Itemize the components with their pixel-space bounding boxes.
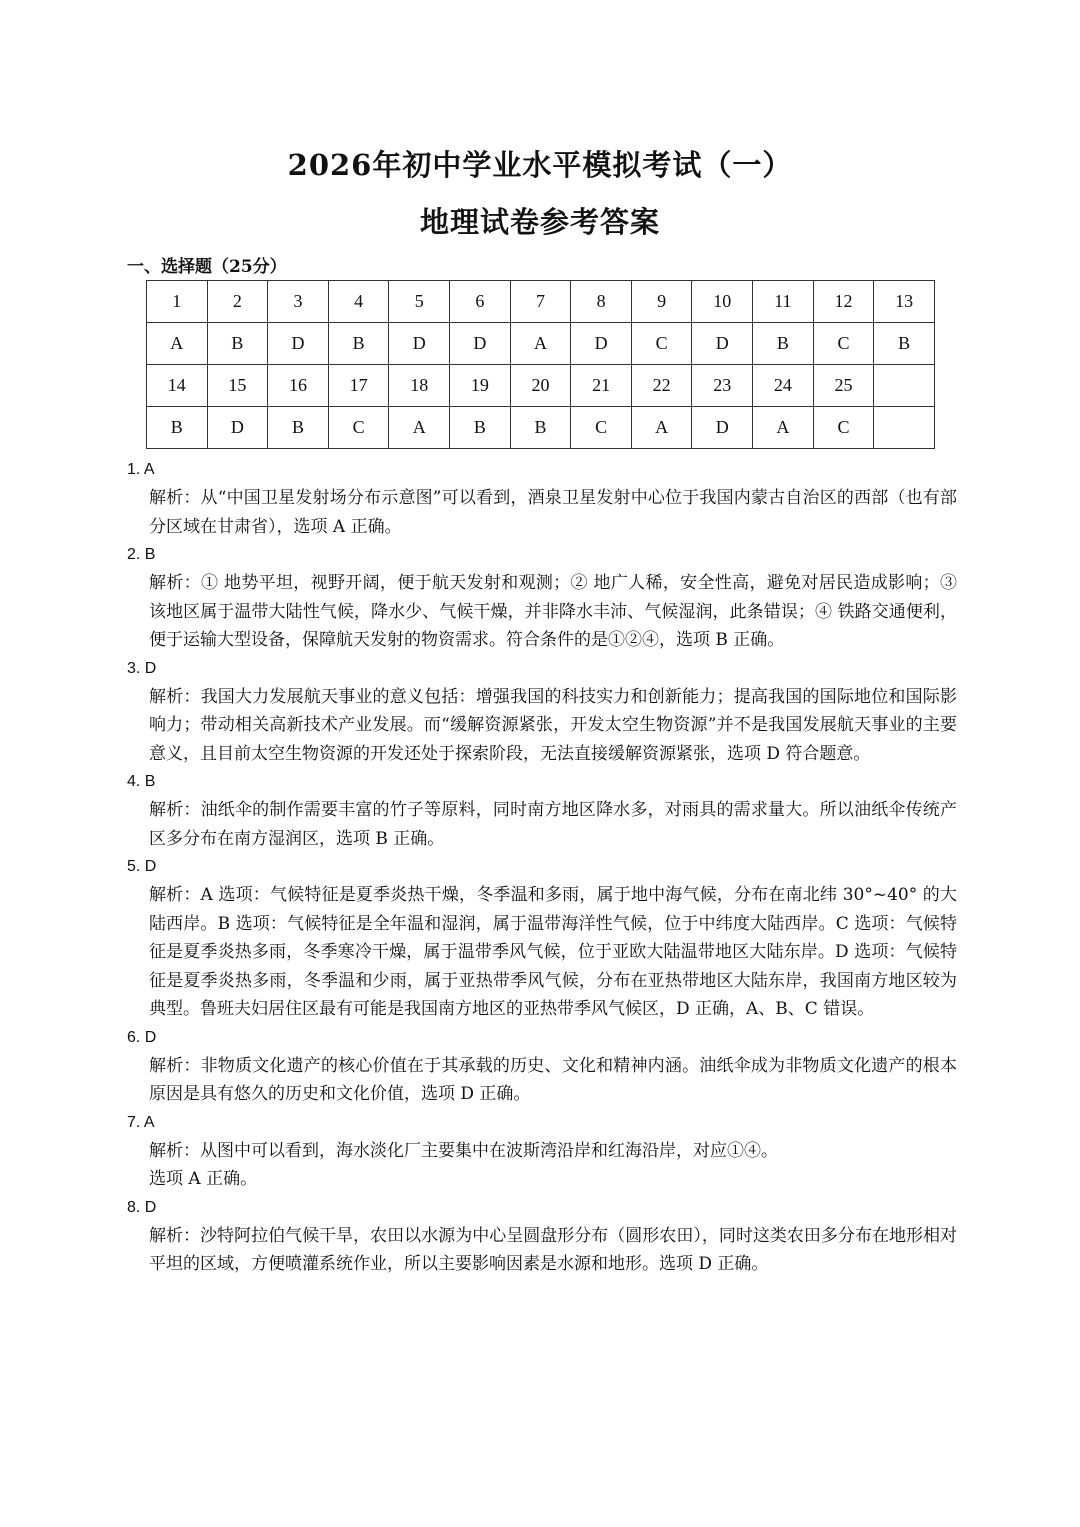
answer-cell: C <box>631 323 692 365</box>
question-answer-label: 7. A <box>127 1113 155 1131</box>
answer-cell: B <box>328 323 389 365</box>
question-number-cell: 9 <box>631 281 692 323</box>
answer-cell: B <box>147 407 208 449</box>
question-number-cell: 10 <box>692 281 753 323</box>
question-number-cell: 23 <box>692 365 753 407</box>
answer-cell: B <box>207 323 268 365</box>
answer-cell: D <box>207 407 268 449</box>
question-explanation: 解析：从“中国卫星发射场分布示意图”可以看到，酒泉卫星发射中心位于我国内蒙古自治区的西部（也有部分区域在甘肃省），选项 A 正确。 <box>149 488 957 537</box>
answer-cell: B <box>268 407 329 449</box>
question-number-cell: 12 <box>813 281 874 323</box>
question-number-cell: 8 <box>571 281 632 323</box>
question-number-cell: 13 <box>874 281 935 323</box>
answer-cell: D <box>389 323 450 365</box>
question-number-cell: 3 <box>268 281 329 323</box>
answer-cell: C <box>328 407 389 449</box>
question-item <box>127 1024 957 1109</box>
answer-cell: A <box>753 407 814 449</box>
answer-row <box>147 407 935 449</box>
question-number-cell: 7 <box>510 281 571 323</box>
question-explanation: 解析：沙特阿拉伯气候干旱，农田以水源为中心呈圆盘形分布（圆形农田），同时这类农田多分布在地形相对平坦的区域，方便喷灌系统作业，所以主要影响因素是水源和地形。选项 D 正确。 <box>149 1225 957 1274</box>
question-number-cell: 19 <box>450 365 511 407</box>
question-number-cell <box>874 365 935 407</box>
question-number-cell: 16 <box>268 365 329 407</box>
answer-cell: B <box>753 323 814 365</box>
question-explanation: 解析：① 地势平坦，视野开阔，便于航天发射和观测；② 地广人稀，安全性高，避免对居民造成影响；③ 该地区属于温带大陆性气候，降水少、气候干燥，并非降水丰沛、气候湿润，此条错误；④ 铁路交通便利，便于运输大型设备，保障航天发射的物资需求。符合条件的是①②④，选项 B 正确。 <box>149 573 957 650</box>
question-answer-label: 6. D <box>127 1028 157 1046</box>
answer-table <box>146 280 935 449</box>
answer-cell: C <box>571 407 632 449</box>
section-heading: 一、选择题（25分） <box>127 257 287 277</box>
question-number-cell: 4 <box>328 281 389 323</box>
question-list <box>127 456 957 1279</box>
answer-cell: D <box>692 407 753 449</box>
question-item <box>127 1194 957 1279</box>
question-number-cell: 11 <box>753 281 814 323</box>
answer-row <box>147 323 935 365</box>
question-explanation: 解析：A 选项：气候特征是夏季炎热干燥，冬季温和多雨，属于地中海气候，分布在南北纬 30°~40° 的大陆西岸。B 选项：气候特征是全年温和湿润，属于温带海洋性气候，位于中纬度大陆西岸。C 选项：气候特征是夏季炎热多雨，冬季寒冷干燥，属于温带季风气候，位于亚欧大陆温带地区大陆东岸。D 选项：气候特征是夏季炎热多雨，冬季温和少雨，属于亚热带季风气候，分布在亚热带地区大陆东岸，我国南方地区较为典型。鲁班夫妇居住区最有可能是我国南方地区的亚热带季风气候区，D 正确，A、B、C 错误。 <box>149 885 957 1019</box>
exam-subtitle: 地理试卷参考答案 <box>419 205 660 239</box>
question-item <box>127 456 957 541</box>
answer-cell: B <box>874 323 935 365</box>
answer-cell <box>874 407 935 449</box>
question-number-cell: 1 <box>147 281 208 323</box>
answer-cell: A <box>147 323 208 365</box>
question-answer-label: 1. A <box>127 461 155 478</box>
answer-cell: C <box>813 407 874 449</box>
question-explanation: 解析：我国大力发展航天事业的意义包括：增强我国的科技实力和创新能力；提高我国的国际地位和国际影响力；带动相关高新技术产业发展。而“缓解资源紧张，开发太空生物资源”并不是我国发展航天事业的主要意义，且目前太空生物资源的开发还处于探索阶段，无法直接缓解资源紧张，选项 D 符合题意。 <box>149 686 957 764</box>
answer-cell: A <box>631 407 692 449</box>
question-answer-label: 8. D <box>127 1198 157 1216</box>
question-number-row <box>147 281 935 323</box>
question-number-row <box>147 365 935 407</box>
question-number-cell: 15 <box>207 365 268 407</box>
question-explanation: 解析：非物质文化遗产的核心价值在于其承载的历史、文化和精神内涵。油纸伞成为非物质文化遗产的根本原因是具有悠久的历史和文化价值，选项 D 正确。 <box>149 1055 957 1104</box>
answer-cell: D <box>692 323 753 365</box>
question-number-cell: 24 <box>753 365 814 407</box>
question-item <box>127 541 957 655</box>
question-number-cell: 21 <box>571 365 632 407</box>
question-number-cell: 22 <box>631 365 692 407</box>
answer-cell: D <box>571 323 632 365</box>
answer-cell: C <box>813 323 874 365</box>
question-number-cell: 2 <box>207 281 268 323</box>
answer-cell: D <box>268 323 329 365</box>
answer-cell: A <box>389 407 450 449</box>
question-explanation: 解析：从图中可以看到，海水淡化厂主要集中在波斯湾沿岸和红海沿岸，对应①④。 选项 A 正确。 <box>149 1140 778 1189</box>
question-number-cell: 14 <box>147 365 208 407</box>
question-answer-label: 4. B <box>127 773 156 790</box>
question-item <box>127 768 957 853</box>
question-item <box>127 655 957 769</box>
answer-cell: D <box>450 323 511 365</box>
question-number-cell: 5 <box>389 281 450 323</box>
question-number-cell: 20 <box>510 365 571 407</box>
answer-cell: A <box>510 323 571 365</box>
question-answer-label: 3. D <box>127 659 157 677</box>
answer-cell: B <box>510 407 571 449</box>
question-answer-label: 5. D <box>127 858 157 875</box>
question-number-cell: 6 <box>450 281 511 323</box>
question-item <box>127 853 957 1024</box>
question-number-cell: 25 <box>813 365 874 407</box>
exam-title: 2026年初中学业水平模拟考试（一） <box>287 148 793 182</box>
question-item <box>127 1109 957 1194</box>
question-number-cell: 18 <box>389 365 450 407</box>
answer-cell: B <box>450 407 511 449</box>
question-number-cell: 17 <box>328 365 389 407</box>
question-explanation: 解析：油纸伞的制作需要丰富的竹子等原料，同时南方地区降水多，对雨具的需求量大。所以油纸伞传统产区多分布在南方湿润区，选项 B 正确。 <box>149 800 957 849</box>
question-answer-label: 2. B <box>127 546 156 563</box>
